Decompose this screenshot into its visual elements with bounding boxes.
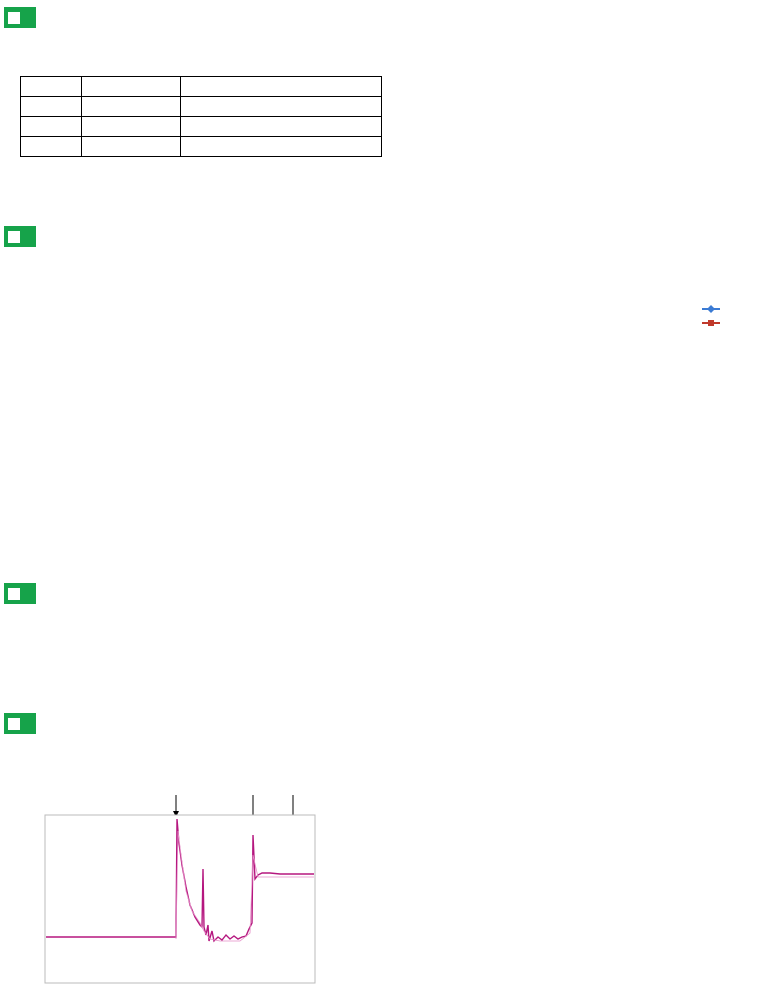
section-heading-reverse [4,583,36,604]
col-header-fuse [82,77,181,97]
section-heading-fuse [4,7,36,28]
table-cell [21,137,82,157]
table-cell [21,117,82,137]
table-cell [181,137,382,157]
table-cell [181,97,382,117]
square-icon [8,231,20,243]
inrush-oscilloscope [0,795,320,995]
uvp-charts [0,300,781,540]
square-icon [8,588,20,600]
table-header-row [21,77,382,97]
legend-turn-on-marker [707,305,715,313]
chart-legend [702,305,720,326]
table-row [21,137,382,157]
table-cell [21,97,82,117]
table-cell [82,97,181,117]
section-heading-uvp [4,226,36,247]
square-icon [8,12,20,24]
legend-turn-off-marker [708,320,714,326]
table-cell [82,117,181,137]
table-row [21,117,382,137]
section-heading-inrush [4,713,36,734]
square-icon [8,718,20,730]
col-header-model [21,77,82,97]
fuse-spec-table [20,76,382,157]
table-cell [181,117,382,137]
col-header-spec [181,77,382,97]
scope-frame [45,815,315,983]
table-cell [82,137,181,157]
table-row [21,97,382,117]
